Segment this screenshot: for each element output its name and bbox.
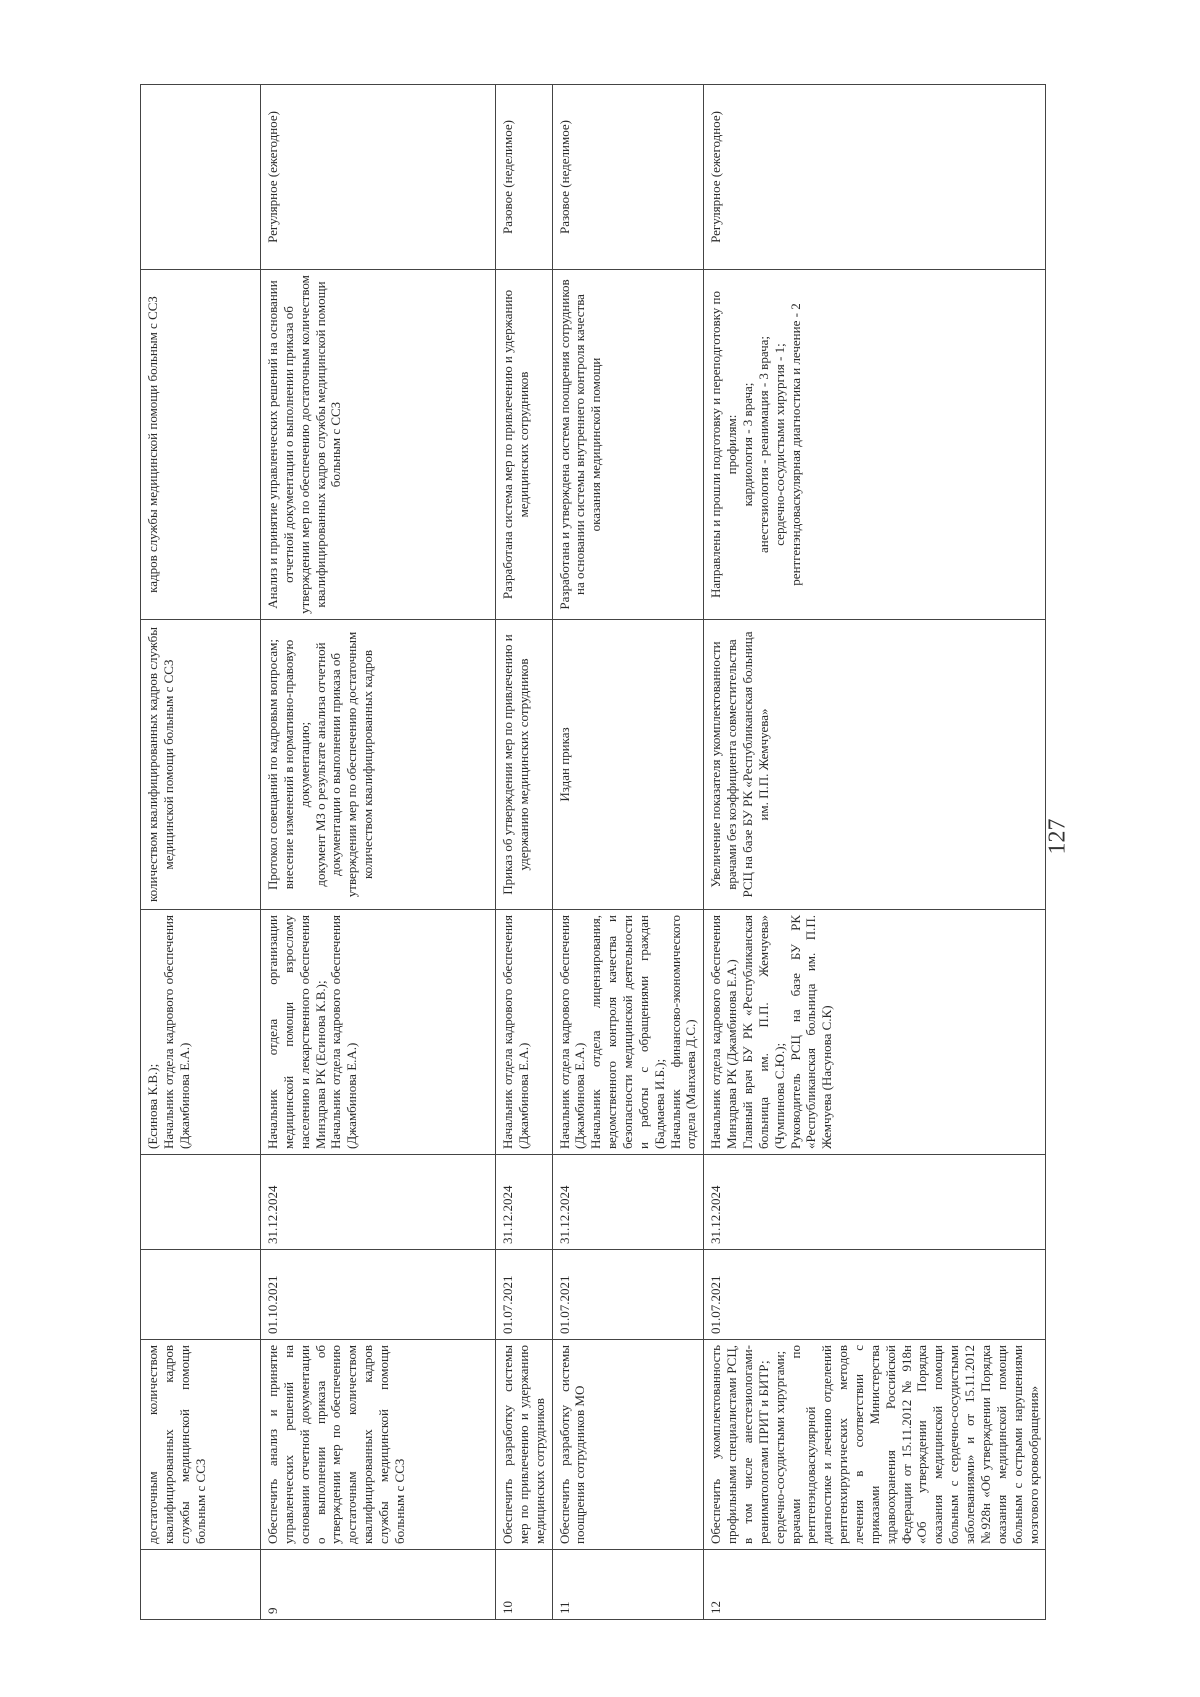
start-date-cell-text: 01.07.2021 xyxy=(500,1275,515,1334)
document-cell xyxy=(496,620,553,910)
start-date-cell xyxy=(261,1250,496,1340)
result-cell-text: рентгенэндоваскулярная диагностика и лечение - 2 xyxy=(787,303,803,586)
end-date-cell xyxy=(552,1155,704,1250)
event-type-cell xyxy=(496,85,553,270)
end-date-cell-text: 31.12.2024 xyxy=(500,1185,515,1244)
document-cell xyxy=(704,620,1046,910)
end-date-cell-text: 31.12.2024 xyxy=(556,1185,572,1244)
table-row xyxy=(261,85,496,1620)
start-date-cell xyxy=(552,1250,704,1340)
task-cell-text: Обеспечить разработку системы поощрения сотрудников МО xyxy=(556,1345,588,1544)
task-cell-text: Обеспечить разработку системы мер по привлечению и удержанию медицинских сотрудников xyxy=(500,1345,547,1544)
result-cell xyxy=(141,270,261,620)
responsible-cell-text: Начальник отдела кадрового обеспечения (Джамбинова Е.А.) xyxy=(500,915,531,1149)
result-cell-text: кадров службы медицинской помощи больным с ССЗ xyxy=(145,296,160,593)
start-date-cell-text: 01.10.2021 xyxy=(265,1275,280,1334)
row-number-cell-text: 9 xyxy=(265,1607,280,1614)
result-cell-text: Направлены и прошли подготовку и переподготовку по профилям: xyxy=(708,290,740,599)
end-date-cell xyxy=(261,1155,496,1250)
end-date-cell xyxy=(704,1155,1046,1250)
task-cell-text: достаточным количеством квалифицированных кадров службы медицинской помощи больным с ССЗ xyxy=(145,1345,208,1544)
document-cell-text: Издан приказ xyxy=(556,727,572,802)
document-cell xyxy=(141,620,261,910)
result-cell xyxy=(496,270,553,620)
responsible-cell-text: Начальник отдела организации медицинской помощи взрослому населению и лекарственного обеспечения Минздрава РК (Есинова К.В.); xyxy=(265,915,328,1149)
event-type-cell-text: Разовое (неделимое) xyxy=(500,120,515,234)
responsible-cell xyxy=(141,910,261,1155)
row-number-cell xyxy=(141,1550,261,1620)
end-date-cell-text: 31.12.2024 xyxy=(265,1185,280,1244)
responsible-cell-text: Начальник отдела кадрового обеспечения (Джамбинова Е.А.) xyxy=(556,915,588,1149)
result-cell-text: Разработана и утверждена система поощрения сотрудников на основании системы внутреннего контроля качества оказания медицинской помощи xyxy=(556,279,604,610)
responsible-cell xyxy=(261,910,496,1155)
row-number-cell xyxy=(261,1550,496,1620)
start-date-cell-text: 01.07.2021 xyxy=(556,1275,572,1334)
responsible-cell xyxy=(704,910,1046,1155)
event-type-cell xyxy=(552,85,704,270)
row-number-cell-text: 11 xyxy=(556,1601,572,1614)
document-cell xyxy=(261,620,496,910)
document-cell-text: Приказ об утверждении мер по привлечению и удержанию медицинских сотрудников xyxy=(500,634,531,895)
result-cell xyxy=(704,270,1046,620)
responsible-cell xyxy=(552,910,704,1155)
responsible-cell-text: Начальник финансово-экономического отдела (Манхаева Д.С.) xyxy=(667,915,699,1149)
document-cell-text: внесение изменений в нормативно-правовую документацию; xyxy=(280,639,312,890)
task-cell-text: сердечно-сосудистыми хирургами; xyxy=(771,1350,787,1544)
start-date-cell-text: 01.07.2021 xyxy=(708,1275,724,1334)
start-date-cell xyxy=(141,1250,261,1340)
row-number-cell xyxy=(496,1550,553,1620)
document-cell-text: документ МЗ о результате анализа отчетной документации о выполнении приказа об утверждении мер по обеспечению достаточным количеством квалифицированных кадров xyxy=(312,631,376,898)
event-type-cell-text: Регулярное (ежегодное) xyxy=(265,111,280,243)
row-number-cell xyxy=(704,1550,1046,1620)
end-date-cell xyxy=(141,1155,261,1250)
rotated-table-container xyxy=(140,85,1041,1620)
document-cell-text: Протокол совещаний по кадровым вопросам; xyxy=(265,639,280,890)
result-cell-text: Анализ и принятие управленческих решений на основании отчетной документации о выполнении приказа об утверждении мер по обеспечению достаточным количеством квалифицированных кадров службы медицинской помощи больным с ССЗ xyxy=(265,275,344,614)
document-cell-text: Увеличение показателя укомплектованности врачами без коэффициента совместительства РСЦ на базе БУ РК «Республиканская больница им. П.П. Жемчуева» xyxy=(708,631,771,898)
result-cell xyxy=(261,270,496,620)
responsible-cell-text: Начальник отдела кадрового обеспечения Минздрава РК (Джамбинова Е.А.) xyxy=(708,915,740,1149)
action-plan-table xyxy=(140,84,1046,1620)
table-row xyxy=(496,85,553,1620)
task-cell xyxy=(496,1340,553,1550)
task-cell-text: Обеспечить анализ и принятие управленческих решений на основании отчетной документации о выполнении приказа об утверждении мер по обеспечению достаточным количеством квалифицированных кадров службы медицинской помощи больным с ССЗ xyxy=(265,1345,407,1544)
event-type-cell xyxy=(261,85,496,270)
page-number: 127 xyxy=(1044,818,1071,855)
table-row xyxy=(141,85,261,1620)
end-date-cell xyxy=(496,1155,553,1250)
document-cell xyxy=(552,620,704,910)
responsible-cell-text: Главный врач БУ РК «Республиканская больница им. П.П. Жемчуева» (Чумпинова С.Ю.); xyxy=(740,915,787,1149)
result-cell-text: Разработана система мер по привлечению и удержанию медицинских сотрудников xyxy=(500,289,531,600)
responsible-cell xyxy=(496,910,553,1155)
end-date-cell-text: 31.12.2024 xyxy=(708,1185,724,1244)
task-cell xyxy=(704,1340,1046,1550)
responsible-cell-text: Начальник отдела кадрового обеспечения (Джамбинова Е.А.) xyxy=(160,915,192,1149)
responsible-cell-text: Начальник отдела кадрового обеспечения (Джамбинова Е.А.) xyxy=(328,915,360,1149)
task-cell-text: Обеспечить укомплектованность профильными специалистами РСЦ, в том числе анестезиологами-реаниматологами ПРИТ и БИТР; xyxy=(708,1345,771,1544)
table-row xyxy=(552,85,704,1620)
responsible-cell-text: (Есинова К.В.); xyxy=(145,1063,160,1149)
table-row xyxy=(704,85,1046,1620)
task-cell xyxy=(552,1340,704,1550)
result-cell-text: кардиология - 3 врача; xyxy=(740,382,756,507)
result-cell xyxy=(552,270,704,620)
start-date-cell xyxy=(704,1250,1046,1340)
row-number-cell xyxy=(552,1550,704,1620)
responsible-cell-text: Руководитель РСЦ на базе БУ РК «Республиканская больница им. П.П. Жемчуева (Насунова С.К) xyxy=(787,915,835,1149)
event-type-cell xyxy=(141,85,261,270)
event-type-cell xyxy=(704,85,1046,270)
task-cell xyxy=(141,1340,261,1550)
result-cell-text: анестезиология - реанимация - 3 врача; xyxy=(755,336,771,554)
event-type-cell-text: Разовое (неделимое) xyxy=(556,120,572,234)
row-number-cell-text: 12 xyxy=(708,1601,724,1614)
result-cell-text: сердечно-сосудистыми хирургия - 1; xyxy=(771,343,787,546)
start-date-cell xyxy=(496,1250,553,1340)
row-number-cell-text: 10 xyxy=(500,1601,515,1614)
task-cell-text: врачами по рентгенэндоваскулярной диагностике и лечению отделений рентгенхирургических методов лечения в соответствии с приказами Министерства здравоохранения Российской Федерации от 15.11.2012 № 918н «Об утверждении Порядка оказания медицинской помощи больным с сердечно-сосудистыми заболеваниями» и от 15.11.2012 №928н «Об утверждении Порядка оказания медицинской помощи больным с острыми нарушениями мозгового кровообращения» xyxy=(787,1345,1041,1544)
task-cell xyxy=(261,1340,496,1550)
document-cell-text: количеством квалифицированных кадров службы медицинской помощи больным с ССЗ xyxy=(145,627,176,902)
responsible-cell-text: Начальник отдела лицензирования, ведомственного контроля качества и безопасности медицинской деятельности и работы с обращениями граждан (Бадмаева И.Б.); xyxy=(588,915,667,1149)
rotated-table-inner xyxy=(140,85,1041,1620)
event-type-cell-text: Регулярное (ежегодное) xyxy=(708,111,724,243)
